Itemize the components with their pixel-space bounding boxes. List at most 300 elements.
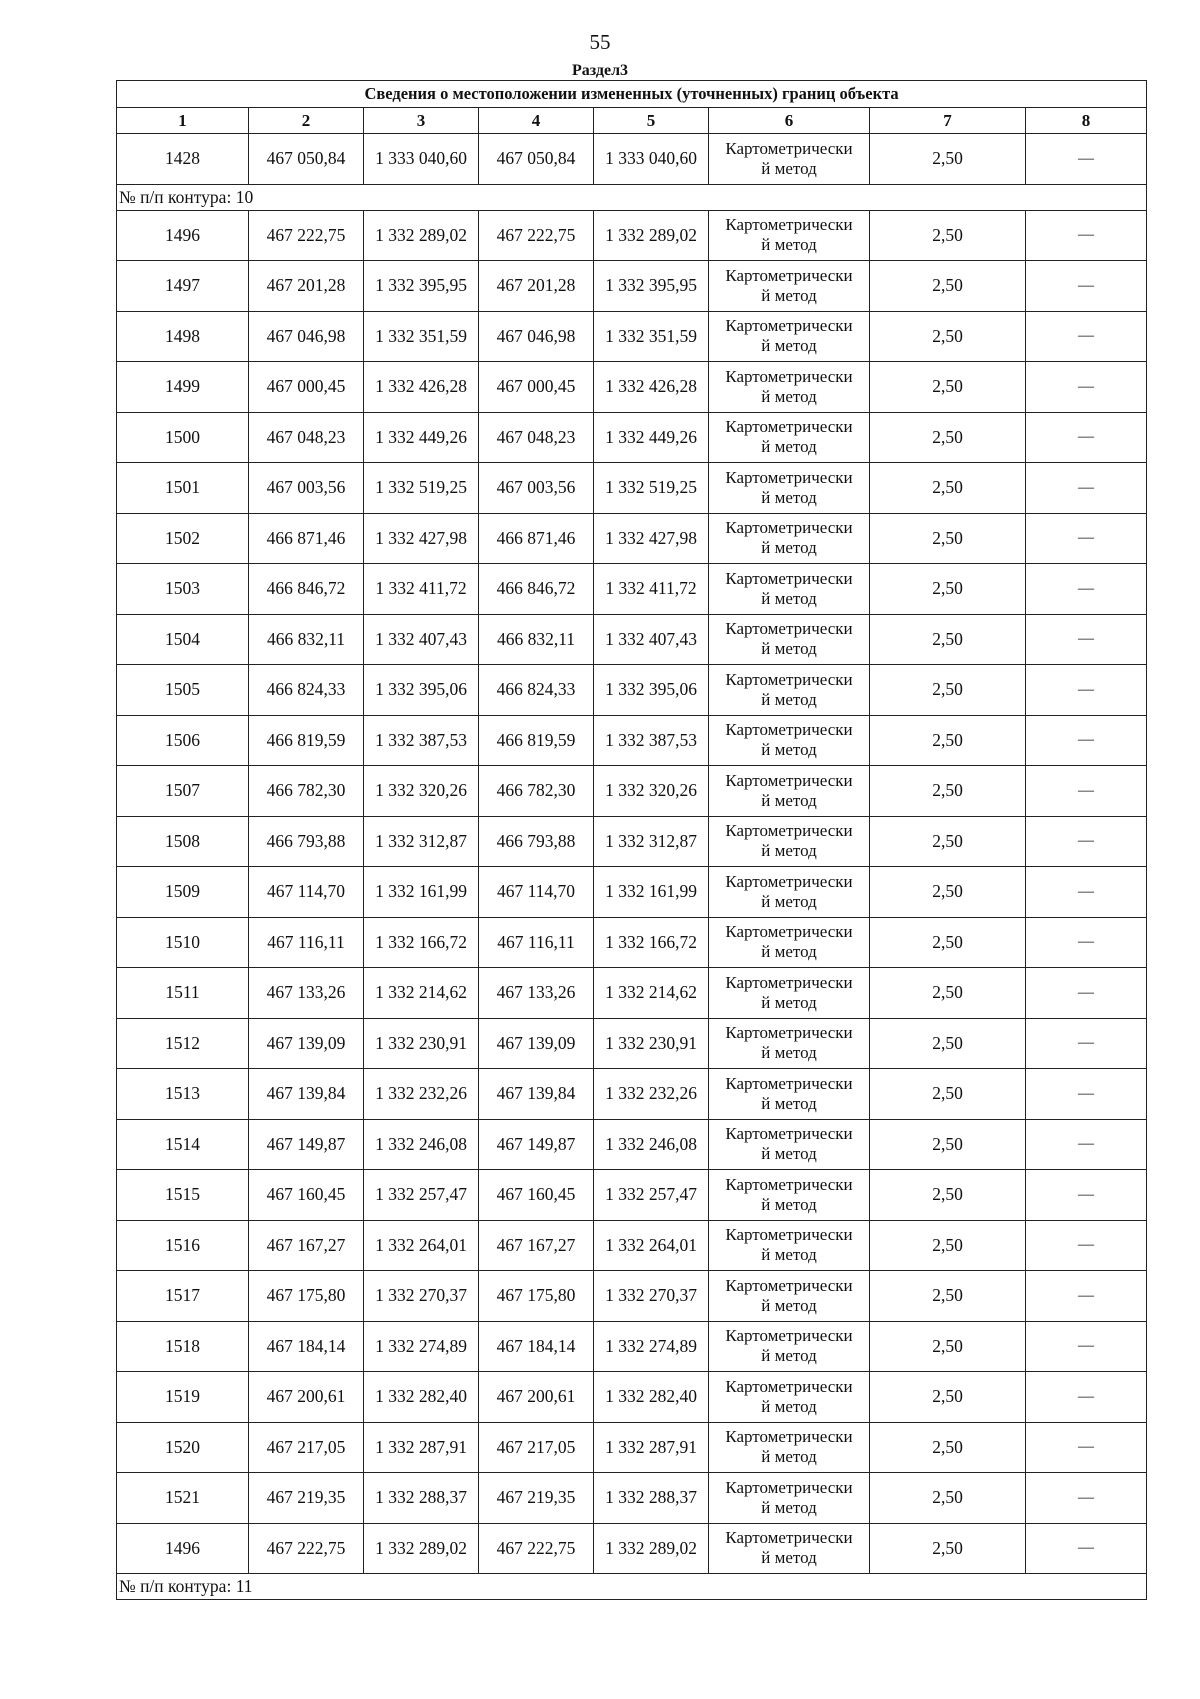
method-cell: [709, 564, 870, 615]
existing-x-cell: 467 222,75: [249, 210, 364, 261]
point-number-cell: 1507: [117, 766, 249, 817]
existing-x-cell: 467 000,45: [249, 362, 364, 413]
method-text-line: Картометрически: [725, 316, 853, 336]
refined-y-cell: 1 332 246,08: [594, 1119, 709, 1170]
column-number: 3: [364, 108, 479, 134]
table-row: [117, 1321, 1147, 1372]
method-text-line: Картометрически: [725, 138, 853, 158]
description-cell: —: [1026, 210, 1147, 261]
method-text-line: й метод: [761, 1396, 817, 1416]
refined-y-cell: 1 332 312,87: [594, 816, 709, 867]
refined-x-cell: 467 149,87: [479, 1119, 594, 1170]
description-cell: —: [1026, 362, 1147, 413]
table-row: [117, 311, 1147, 362]
table-row: [117, 463, 1147, 514]
point-number-cell: 1518: [117, 1321, 249, 1372]
existing-y-cell: 1 332 519,25: [364, 463, 479, 514]
table-row: [117, 816, 1147, 867]
description-cell: —: [1026, 715, 1147, 766]
method-text-line: Картометрически: [725, 1124, 853, 1144]
existing-x-cell: 466 824,33: [249, 665, 364, 716]
method-text-line: Картометрически: [725, 1427, 853, 1447]
existing-y-cell: 1 332 426,28: [364, 362, 479, 413]
table-caption-row: [117, 81, 1147, 108]
table-row: [117, 614, 1147, 665]
method-cell: [709, 362, 870, 413]
method-cell: [709, 614, 870, 665]
description-cell: —: [1026, 867, 1147, 918]
point-number-cell: 1520: [117, 1422, 249, 1473]
description-cell: —: [1026, 1523, 1147, 1574]
method-cell: [709, 917, 870, 968]
existing-y-cell: 1 332 427,98: [364, 513, 479, 564]
existing-x-cell: 467 046,98: [249, 311, 364, 362]
method-text-line: й метод: [761, 841, 817, 861]
existing-y-cell: 1 332 351,59: [364, 311, 479, 362]
method-text-line: Картометрически: [725, 1225, 853, 1245]
point-number-cell: 1519: [117, 1372, 249, 1423]
description-cell: —: [1026, 1170, 1147, 1221]
accuracy-cell: 2,50: [870, 1372, 1026, 1423]
method-text-line: й метод: [761, 942, 817, 962]
refined-y-cell: 1 332 427,98: [594, 513, 709, 564]
point-number-cell: 1497: [117, 261, 249, 312]
method-text-line: Картометрически: [725, 265, 853, 285]
table-row: [117, 362, 1147, 413]
accuracy-cell: 2,50: [870, 1422, 1026, 1473]
method-text-line: Картометрически: [725, 1528, 853, 1548]
method-text-line: й метод: [761, 336, 817, 356]
refined-y-cell: 1 332 426,28: [594, 362, 709, 413]
existing-x-cell: 467 184,14: [249, 1321, 364, 1372]
table-row: [117, 1018, 1147, 1069]
refined-x-cell: 467 046,98: [479, 311, 594, 362]
method-text-line: Картометрически: [725, 1023, 853, 1043]
method-text-line: Картометрически: [725, 366, 853, 386]
method-cell: [709, 1018, 870, 1069]
table-row: [117, 134, 1147, 185]
method-text-line: й метод: [761, 1497, 817, 1517]
point-number-cell: 1499: [117, 362, 249, 413]
refined-y-cell: 1 332 232,26: [594, 1069, 709, 1120]
refined-y-cell: 1 332 161,99: [594, 867, 709, 918]
point-number-cell: 1512: [117, 1018, 249, 1069]
existing-y-cell: 1 332 257,47: [364, 1170, 479, 1221]
accuracy-cell: 2,50: [870, 917, 1026, 968]
method-text-line: Картометрически: [725, 770, 853, 790]
existing-x-cell: 467 139,84: [249, 1069, 364, 1120]
point-number-cell: 1508: [117, 816, 249, 867]
contour-label: № п/п контура: 10: [117, 184, 1147, 210]
method-cell: [709, 1372, 870, 1423]
method-text-line: й метод: [761, 790, 817, 810]
point-number-cell: 1516: [117, 1220, 249, 1271]
accuracy-cell: 2,50: [870, 1523, 1026, 1574]
point-number-cell: 1511: [117, 968, 249, 1019]
accuracy-cell: 2,50: [870, 867, 1026, 918]
table-row: [117, 1119, 1147, 1170]
description-cell: —: [1026, 816, 1147, 867]
accuracy-cell: 2,50: [870, 463, 1026, 514]
existing-y-cell: 1 332 282,40: [364, 1372, 479, 1423]
method-text-line: Картометрически: [725, 1174, 853, 1194]
method-text-line: й метод: [761, 538, 817, 558]
existing-x-cell: 467 050,84: [249, 134, 364, 185]
method-text-line: й метод: [761, 158, 817, 178]
refined-y-cell: 1 332 264,01: [594, 1220, 709, 1271]
column-number: 6: [709, 108, 870, 134]
table-caption: Сведения о местоположении измененных (уточненных) границ объекта: [117, 81, 1147, 108]
refined-x-cell: 467 217,05: [479, 1422, 594, 1473]
existing-y-cell: 1 332 270,37: [364, 1271, 479, 1322]
refined-x-cell: 466 832,11: [479, 614, 594, 665]
refined-y-cell: 1 332 449,26: [594, 412, 709, 463]
existing-y-cell: 1 332 407,43: [364, 614, 479, 665]
column-number: 5: [594, 108, 709, 134]
accuracy-cell: 2,50: [870, 362, 1026, 413]
point-number-cell: 1514: [117, 1119, 249, 1170]
refined-y-cell: 1 332 274,89: [594, 1321, 709, 1372]
existing-x-cell: 467 222,75: [249, 1523, 364, 1574]
description-cell: —: [1026, 917, 1147, 968]
table-row: [117, 1069, 1147, 1120]
refined-y-cell: 1 332 270,37: [594, 1271, 709, 1322]
method-cell: [709, 1119, 870, 1170]
description-cell: —: [1026, 1018, 1147, 1069]
existing-y-cell: 1 332 230,91: [364, 1018, 479, 1069]
refined-x-cell: 467 133,26: [479, 968, 594, 1019]
refined-y-cell: 1 332 351,59: [594, 311, 709, 362]
method-text-line: Картометрически: [725, 518, 853, 538]
refined-x-cell: 467 160,45: [479, 1170, 594, 1221]
method-text-line: й метод: [761, 235, 817, 255]
description-cell: —: [1026, 134, 1147, 185]
point-number-cell: 1510: [117, 917, 249, 968]
column-number: 7: [870, 108, 1026, 134]
point-number-cell: 1509: [117, 867, 249, 918]
refined-y-cell: 1 332 166,72: [594, 917, 709, 968]
refined-y-cell: 1 332 411,72: [594, 564, 709, 615]
method-text-line: й метод: [761, 1043, 817, 1063]
column-number: 2: [249, 108, 364, 134]
existing-x-cell: 467 114,70: [249, 867, 364, 918]
refined-x-cell: 467 184,14: [479, 1321, 594, 1372]
description-cell: —: [1026, 261, 1147, 312]
method-text-line: Картометрически: [725, 720, 853, 740]
refined-x-cell: 467 175,80: [479, 1271, 594, 1322]
refined-x-cell: 467 167,27: [479, 1220, 594, 1271]
table-row: [117, 715, 1147, 766]
method-cell: [709, 513, 870, 564]
refined-y-cell: 1 332 395,95: [594, 261, 709, 312]
table-row: [117, 564, 1147, 615]
method-text-line: й метод: [761, 1447, 817, 1467]
refined-y-cell: 1 332 289,02: [594, 210, 709, 261]
refined-y-cell: 1 332 320,26: [594, 766, 709, 817]
method-text-line: й метод: [761, 1548, 817, 1568]
refined-x-cell: 467 048,23: [479, 412, 594, 463]
description-cell: —: [1026, 1119, 1147, 1170]
refined-y-cell: 1 332 257,47: [594, 1170, 709, 1221]
table-row: [117, 1473, 1147, 1524]
method-text-line: Картометрически: [725, 1477, 853, 1497]
page-number: 55: [589, 30, 611, 54]
method-text-line: Картометрически: [725, 871, 853, 891]
accuracy-cell: 2,50: [870, 614, 1026, 665]
refined-y-cell: 1 333 040,60: [594, 134, 709, 185]
refined-x-cell: 467 139,09: [479, 1018, 594, 1069]
existing-y-cell: 1 333 040,60: [364, 134, 479, 185]
column-number-row: [117, 108, 1147, 134]
method-text-line: й метод: [761, 1093, 817, 1113]
existing-x-cell: 467 048,23: [249, 412, 364, 463]
method-text-line: й метод: [761, 1245, 817, 1265]
existing-x-cell: 467 217,05: [249, 1422, 364, 1473]
point-number-cell: 1498: [117, 311, 249, 362]
point-number-cell: 1500: [117, 412, 249, 463]
table-row: [117, 1220, 1147, 1271]
refined-x-cell: 466 782,30: [479, 766, 594, 817]
refined-y-cell: 1 332 289,02: [594, 1523, 709, 1574]
method-text-line: й метод: [761, 1346, 817, 1366]
existing-x-cell: 467 201,28: [249, 261, 364, 312]
existing-x-cell: 467 003,56: [249, 463, 364, 514]
method-cell: [709, 134, 870, 185]
existing-x-cell: 466 782,30: [249, 766, 364, 817]
method-text-line: Картометрически: [725, 1376, 853, 1396]
method-text-line: Картометрически: [725, 1073, 853, 1093]
point-number-cell: 1517: [117, 1271, 249, 1322]
method-text-line: й метод: [761, 386, 817, 406]
accuracy-cell: 2,50: [870, 1473, 1026, 1524]
accuracy-cell: 2,50: [870, 1018, 1026, 1069]
refined-x-cell: 467 201,28: [479, 261, 594, 312]
point-number-cell: 1496: [117, 1523, 249, 1574]
refined-x-cell: 466 824,33: [479, 665, 594, 716]
existing-x-cell: 467 175,80: [249, 1271, 364, 1322]
method-text-line: Картометрически: [725, 1275, 853, 1295]
description-cell: —: [1026, 766, 1147, 817]
refined-x-cell: 467 003,56: [479, 463, 594, 514]
existing-y-cell: 1 332 387,53: [364, 715, 479, 766]
table-row: [117, 261, 1147, 312]
method-cell: [709, 210, 870, 261]
method-cell: [709, 1321, 870, 1372]
method-text-line: Картометрически: [725, 1326, 853, 1346]
description-cell: —: [1026, 614, 1147, 665]
method-text-line: й метод: [761, 437, 817, 457]
refined-x-cell: 467 114,70: [479, 867, 594, 918]
existing-y-cell: 1 332 312,87: [364, 816, 479, 867]
method-cell: [709, 1220, 870, 1271]
point-number-cell: 1496: [117, 210, 249, 261]
description-cell: —: [1026, 1271, 1147, 1322]
existing-y-cell: 1 332 449,26: [364, 412, 479, 463]
existing-y-cell: 1 332 287,91: [364, 1422, 479, 1473]
refined-x-cell: 467 222,75: [479, 210, 594, 261]
existing-x-cell: 466 832,11: [249, 614, 364, 665]
point-number-cell: 1502: [117, 513, 249, 564]
point-number-cell: 1501: [117, 463, 249, 514]
table-row: [117, 1271, 1147, 1322]
existing-x-cell: 467 116,11: [249, 917, 364, 968]
method-text-line: Картометрически: [725, 922, 853, 942]
accuracy-cell: 2,50: [870, 513, 1026, 564]
accuracy-cell: 2,50: [870, 1119, 1026, 1170]
method-cell: [709, 412, 870, 463]
description-cell: —: [1026, 564, 1147, 615]
method-cell: [709, 1069, 870, 1120]
existing-y-cell: 1 332 161,99: [364, 867, 479, 918]
accuracy-cell: 2,50: [870, 1321, 1026, 1372]
point-number-cell: 1504: [117, 614, 249, 665]
table-row: [117, 968, 1147, 1019]
existing-y-cell: 1 332 232,26: [364, 1069, 479, 1120]
method-text-line: й метод: [761, 689, 817, 709]
method-cell: [709, 665, 870, 716]
table-row: [117, 665, 1147, 716]
refined-y-cell: 1 332 214,62: [594, 968, 709, 1019]
existing-y-cell: 1 332 320,26: [364, 766, 479, 817]
method-cell: [709, 261, 870, 312]
refined-x-cell: 466 846,72: [479, 564, 594, 615]
existing-x-cell: 466 793,88: [249, 816, 364, 867]
contour-label: № п/п контура: 11: [117, 1574, 1147, 1600]
point-number-cell: 1505: [117, 665, 249, 716]
description-cell: —: [1026, 311, 1147, 362]
table-body: [117, 134, 1147, 1600]
existing-y-cell: 1 332 214,62: [364, 968, 479, 1019]
point-number-cell: 1503: [117, 564, 249, 615]
existing-y-cell: 1 332 288,37: [364, 1473, 479, 1524]
refined-y-cell: 1 332 519,25: [594, 463, 709, 514]
description-cell: —: [1026, 665, 1147, 716]
accuracy-cell: 2,50: [870, 1069, 1026, 1120]
existing-x-cell: 466 846,72: [249, 564, 364, 615]
description-cell: —: [1026, 1321, 1147, 1372]
method-text-line: й метод: [761, 639, 817, 659]
description-cell: —: [1026, 1372, 1147, 1423]
table-row: [117, 867, 1147, 918]
column-number: 1: [117, 108, 249, 134]
accuracy-cell: 2,50: [870, 1220, 1026, 1271]
existing-y-cell: 1 332 166,72: [364, 917, 479, 968]
accuracy-cell: 2,50: [870, 1170, 1026, 1221]
point-number-cell: 1515: [117, 1170, 249, 1221]
method-text-line: Картометрически: [725, 619, 853, 639]
method-cell: [709, 463, 870, 514]
refined-y-cell: 1 332 387,53: [594, 715, 709, 766]
method-cell: [709, 311, 870, 362]
method-text-line: й метод: [761, 891, 817, 911]
existing-y-cell: 1 332 264,01: [364, 1220, 479, 1271]
accuracy-cell: 2,50: [870, 766, 1026, 817]
method-text-line: й метод: [761, 588, 817, 608]
existing-y-cell: 1 332 289,02: [364, 1523, 479, 1574]
method-text-line: Картометрически: [725, 821, 853, 841]
method-cell: [709, 1422, 870, 1473]
table-row: [117, 513, 1147, 564]
method-text-line: Картометрически: [725, 972, 853, 992]
refined-x-cell: 466 819,59: [479, 715, 594, 766]
description-cell: —: [1026, 1422, 1147, 1473]
table-row: [117, 1170, 1147, 1221]
refined-y-cell: 1 332 287,91: [594, 1422, 709, 1473]
accuracy-cell: 2,50: [870, 210, 1026, 261]
existing-y-cell: 1 332 395,95: [364, 261, 479, 312]
description-cell: —: [1026, 412, 1147, 463]
existing-x-cell: 466 871,46: [249, 513, 364, 564]
method-cell: [709, 867, 870, 918]
table-row: [117, 1372, 1147, 1423]
method-text-line: й метод: [761, 740, 817, 760]
description-cell: —: [1026, 1473, 1147, 1524]
method-cell: [709, 1271, 870, 1322]
description-cell: —: [1026, 1220, 1147, 1271]
accuracy-cell: 2,50: [870, 1271, 1026, 1322]
existing-x-cell: 466 819,59: [249, 715, 364, 766]
existing-x-cell: 467 133,26: [249, 968, 364, 1019]
refined-y-cell: 1 332 407,43: [594, 614, 709, 665]
existing-x-cell: 467 160,45: [249, 1170, 364, 1221]
contour-row: [117, 1574, 1147, 1600]
refined-x-cell: 467 222,75: [479, 1523, 594, 1574]
refined-x-cell: 467 200,61: [479, 1372, 594, 1423]
existing-x-cell: 467 149,87: [249, 1119, 364, 1170]
accuracy-cell: 2,50: [870, 564, 1026, 615]
refined-y-cell: 1 332 395,06: [594, 665, 709, 716]
description-cell: —: [1026, 1069, 1147, 1120]
method-text-line: Картометрически: [725, 417, 853, 437]
accuracy-cell: 2,50: [870, 412, 1026, 463]
table-row: [117, 210, 1147, 261]
method-cell: [709, 766, 870, 817]
method-cell: [709, 1473, 870, 1524]
accuracy-cell: 2,50: [870, 968, 1026, 1019]
refined-x-cell: 467 050,84: [479, 134, 594, 185]
method-text-line: Картометрически: [725, 467, 853, 487]
method-cell: [709, 968, 870, 1019]
point-number-cell: 1506: [117, 715, 249, 766]
existing-x-cell: 467 219,35: [249, 1473, 364, 1524]
refined-x-cell: 467 139,84: [479, 1069, 594, 1120]
existing-y-cell: 1 332 411,72: [364, 564, 479, 615]
accuracy-cell: 2,50: [870, 665, 1026, 716]
method-text-line: Картометрически: [725, 669, 853, 689]
column-number: 4: [479, 108, 594, 134]
description-cell: —: [1026, 513, 1147, 564]
method-text-line: й метод: [761, 1194, 817, 1214]
column-number: 8: [1026, 108, 1147, 134]
method-text-line: й метод: [761, 992, 817, 1012]
existing-x-cell: 467 200,61: [249, 1372, 364, 1423]
table-row: [117, 1422, 1147, 1473]
existing-y-cell: 1 332 246,08: [364, 1119, 479, 1170]
refined-y-cell: 1 332 230,91: [594, 1018, 709, 1069]
point-number-cell: 1521: [117, 1473, 249, 1524]
section-title: Раздел3: [571, 62, 629, 79]
point-number-cell: 1428: [117, 134, 249, 185]
table-row: [117, 1523, 1147, 1574]
existing-y-cell: 1 332 395,06: [364, 665, 479, 716]
method-cell: [709, 816, 870, 867]
refined-y-cell: 1 332 282,40: [594, 1372, 709, 1423]
point-number-cell: 1513: [117, 1069, 249, 1120]
refined-x-cell: 466 871,46: [479, 513, 594, 564]
method-text-line: й метод: [761, 1144, 817, 1164]
contour-row: [117, 184, 1147, 210]
accuracy-cell: 2,50: [870, 816, 1026, 867]
